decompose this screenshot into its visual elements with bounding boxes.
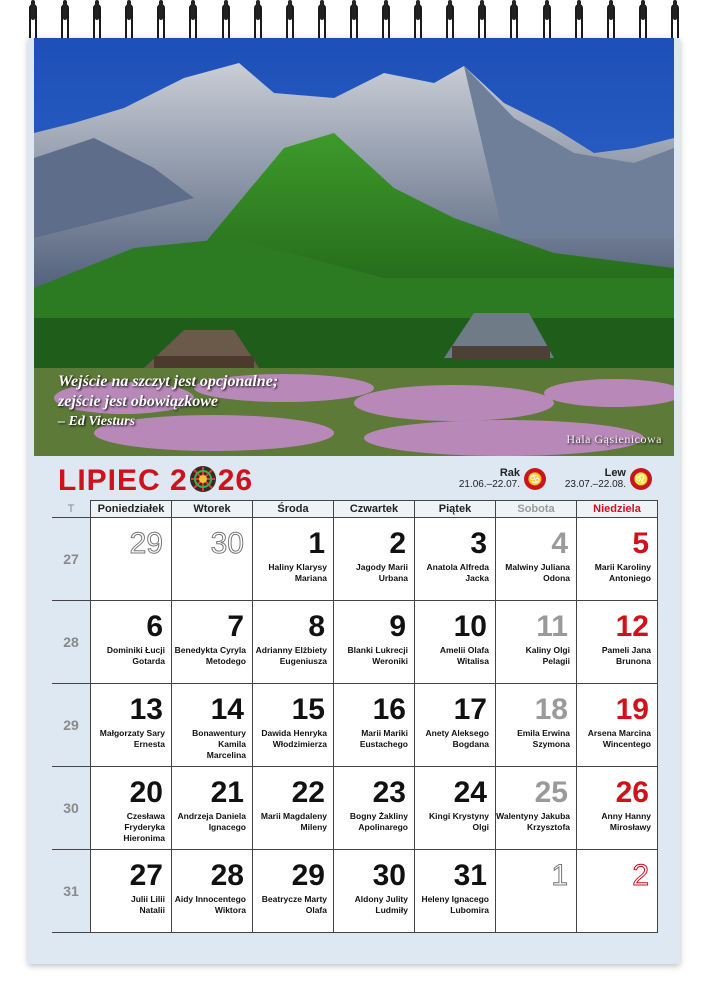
day-number: 8	[308, 610, 325, 643]
day-cell	[91, 684, 172, 767]
name-days: Aidy Innocentego Wiktora	[174, 894, 246, 915]
name-days: Marii Magdaleny Mileny	[260, 811, 327, 832]
day-cell	[334, 684, 415, 767]
weekday-header-row	[52, 501, 658, 518]
folk-rosette-icon	[189, 465, 217, 493]
day-cell	[577, 850, 658, 933]
name-days: Walentyny Jakuba Krzysztofa	[496, 811, 570, 832]
name-days: Malwiny Juliana Odona	[505, 562, 570, 583]
day-number: 28	[210, 859, 244, 892]
day-number: 15	[291, 693, 325, 726]
day-cell	[577, 767, 658, 850]
day-number: 13	[129, 693, 163, 726]
week-row	[52, 601, 658, 684]
day-number: 1	[308, 527, 325, 560]
name-days: Jagody Marii Urbana	[356, 562, 408, 583]
day-number: 5	[632, 527, 649, 560]
year-last-digits: 26	[217, 464, 254, 497]
day-number: 26	[615, 776, 649, 809]
day-number: 2	[632, 859, 649, 892]
name-days: Dawida Henryka Włodzimierza	[261, 728, 327, 749]
day-number: 10	[453, 610, 487, 643]
day-cell	[172, 767, 253, 850]
name-days: Beatrycze Marty Olafa	[261, 894, 327, 915]
day-cell	[172, 684, 253, 767]
day-number: 18	[534, 693, 568, 726]
calendar-grid	[52, 500, 658, 933]
name-days: Andrzeja Daniela Ignacego	[177, 811, 246, 832]
day-number: 30	[210, 527, 244, 560]
day-cell	[496, 601, 577, 684]
day-cell	[415, 684, 496, 767]
week-number: 31	[52, 850, 91, 933]
week-row	[52, 684, 658, 767]
day-cell	[91, 767, 172, 850]
day-number: 23	[372, 776, 406, 809]
name-days: Heleny Ignacego Lubomira	[421, 894, 489, 915]
day-cell	[172, 850, 253, 933]
weekday-sun: Niedziela	[577, 501, 658, 518]
day-number: 6	[146, 610, 163, 643]
day-number: 14	[210, 693, 244, 726]
day-number: 31	[453, 859, 487, 892]
name-days: Pameli Jana Brunona	[601, 645, 651, 666]
week-number: 28	[52, 601, 91, 684]
day-number: 30	[372, 859, 406, 892]
day-number: 4	[551, 527, 568, 560]
name-days: Anety Aleksego Bogdana	[425, 728, 489, 749]
day-cell	[172, 518, 253, 601]
day-cell	[334, 767, 415, 850]
day-cell	[91, 518, 172, 601]
day-cell	[496, 767, 577, 850]
day-number: 27	[129, 859, 163, 892]
cancer-icon: ♋	[524, 468, 546, 490]
name-days: Dominiki Łucji Gotarda	[106, 645, 165, 666]
name-days: Haliny Klarysy Mariana	[268, 562, 327, 583]
quote-line-1: Wejście na szczyt jest opcjonalne;	[58, 373, 279, 390]
day-cell	[253, 601, 334, 684]
month-name: LIPIEC	[58, 464, 161, 497]
name-days: Bonawentury Kamila Marcelina	[192, 728, 246, 760]
day-cell	[496, 850, 577, 933]
name-days: Emila Erwina Szymona	[517, 728, 570, 749]
weekday-tue: Wtorek	[172, 501, 253, 518]
day-number: 19	[615, 693, 649, 726]
name-days: Czesława Fryderyka Hieronima	[123, 811, 165, 843]
weekday-fri: Piątek	[415, 501, 496, 518]
day-number: 2	[389, 527, 406, 560]
name-days: Marii Mariki Eustachego	[359, 728, 408, 749]
week-number: 30	[52, 767, 91, 850]
name-days: Arsena Marcina Wincentego	[587, 728, 651, 749]
day-number: 11	[536, 610, 568, 643]
week-row	[52, 767, 658, 850]
day-cell	[415, 518, 496, 601]
day-cell	[577, 518, 658, 601]
day-number: 29	[129, 527, 163, 560]
day-number: 22	[291, 776, 325, 809]
name-days: Aldony Julity Ludmiły	[354, 894, 408, 915]
quote-author: – Ed Viesturs	[58, 414, 136, 429]
day-number: 12	[615, 610, 649, 643]
name-days: Adrianny Elżbiety Eugeniusza	[255, 645, 327, 666]
week-number: 27	[52, 518, 91, 601]
day-cell	[334, 518, 415, 601]
name-days: Bogny Żakliny Apolinarego	[349, 811, 408, 832]
week-row	[52, 850, 658, 933]
day-cell	[415, 850, 496, 933]
name-days: Anny Hanny Mirosławy	[601, 811, 651, 832]
day-number: 21	[210, 776, 244, 809]
day-cell	[334, 601, 415, 684]
week-number: 29	[52, 684, 91, 767]
year-first-digit: 2	[170, 464, 188, 497]
quote-block	[58, 372, 278, 432]
photo-location: Hala Gąsienicowa	[566, 432, 662, 446]
day-number: 9	[389, 610, 406, 643]
name-days: Małgorzaty Sary Ernesta	[99, 728, 165, 749]
day-number: 17	[453, 693, 487, 726]
day-cell	[496, 684, 577, 767]
zodiac-dates: 23.07.–22.08.	[564, 479, 626, 490]
day-number: 24	[453, 776, 487, 809]
weekday-thu: Czwartek	[334, 501, 415, 518]
week-number-header: T	[52, 501, 91, 518]
day-cell	[577, 684, 658, 767]
name-days: Anatola Alfreda Jacka	[426, 562, 489, 583]
day-number: 25	[534, 776, 568, 809]
day-cell	[415, 601, 496, 684]
weekday-mon: Poniedziałek	[91, 501, 172, 518]
name-days: Kingi Krystyny Olgi	[429, 811, 489, 832]
day-cell	[577, 601, 658, 684]
day-number: 20	[129, 776, 163, 809]
day-cell	[253, 684, 334, 767]
weekday-wed: Środa	[253, 501, 334, 518]
name-days: Julii Lilii Natalii	[130, 894, 165, 915]
zodiac-leo	[560, 467, 626, 491]
day-number: 1	[551, 859, 568, 892]
day-number: 16	[372, 693, 406, 726]
year	[170, 464, 253, 498]
zodiac-cancer	[454, 467, 520, 491]
day-cell	[253, 518, 334, 601]
zodiac-dates: 21.06.–22.07.	[458, 479, 520, 490]
name-days: Kaliny Olgi Pelagii	[525, 645, 570, 666]
day-cell	[253, 850, 334, 933]
day-cell	[91, 850, 172, 933]
name-days: Blanki Lukrecji Weroniki	[347, 645, 408, 666]
weekday-sat: Sobota	[496, 501, 577, 518]
zodiac-name: Rak	[499, 467, 520, 479]
name-days: Amelii Olafa Witalisa	[439, 645, 489, 666]
name-days: Benedykta Cyryla Metodego	[174, 645, 246, 666]
day-cell	[253, 767, 334, 850]
calendar-header	[34, 456, 674, 502]
day-number: 3	[470, 527, 487, 560]
day-cell	[91, 601, 172, 684]
zodiac-name: Lew	[604, 467, 626, 479]
leo-icon: ♌	[630, 468, 652, 490]
week-row	[52, 518, 658, 601]
day-number: 7	[227, 610, 244, 643]
day-cell	[172, 601, 253, 684]
day-cell	[334, 850, 415, 933]
month-title	[58, 464, 253, 498]
day-cell	[496, 518, 577, 601]
day-cell	[415, 767, 496, 850]
day-number: 29	[291, 859, 325, 892]
quote-line-2: zejście jest obowiązkowe	[58, 393, 218, 410]
name-days: Marii Karoliny Antoniego	[594, 562, 651, 583]
